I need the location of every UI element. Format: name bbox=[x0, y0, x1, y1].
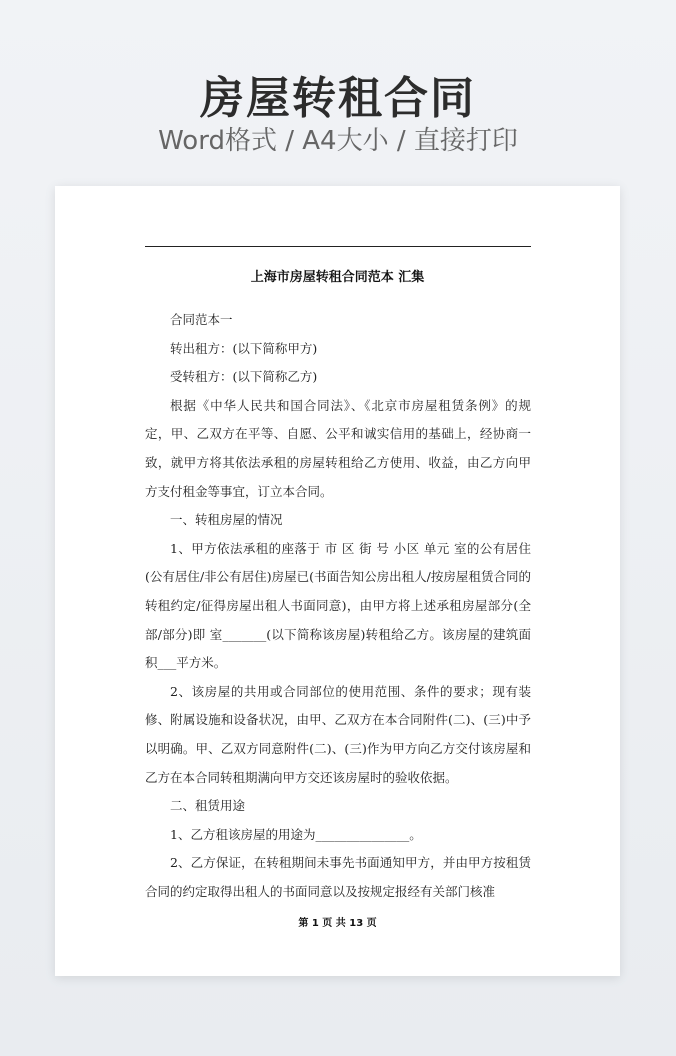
paragraph: 受转租方：(以下简称乙方) bbox=[170, 369, 318, 385]
document-page bbox=[55, 186, 620, 976]
page-number: 第 1 页 共 13 页 bbox=[298, 918, 377, 929]
paragraph: 1、甲方依法承租的座落于 市 区 街 号 小区 单元 室的公有居住(公有居住/非公有居住)房屋已(书面告知公房出租人/按房屋租赁合同的转租约定/征得房屋出租人书面同意)，由甲方将上述承租房屋部分(全部/部分)即 室_______(以下简称该房屋)转租给乙方。该房屋的建筑面积___平方米。 bbox=[145, 540, 531, 671]
paragraph: 转出租方：(以下简称甲方) bbox=[170, 340, 318, 356]
paragraph: 合同范本一 bbox=[170, 312, 233, 327]
section-heading: 二、租赁用途 bbox=[170, 798, 246, 814]
paragraph: 根据《中华人民共和国合同法》、《北京市房屋租赁条例》的规定，甲、乙双方在平等、自愿、公平和诚实信用的基础上，经协商一致，就甲方将其依法承租的房屋转租给乙方使用、收益，由乙方向甲方支付租金等事宜，订立本合同。 bbox=[145, 397, 531, 499]
paragraph: 1、乙方租该房屋的用途为_______________。 bbox=[170, 826, 422, 842]
header-rule bbox=[145, 246, 531, 247]
document-body bbox=[145, 306, 531, 906]
hero-subtitle: Word格式 / A4大小 / 直接打印 bbox=[158, 126, 518, 156]
paragraph: 2、该房屋的共用或合同部位的使用范围、条件的要求；现有装修、附属设施和设备状况，由甲、乙双方在本合同附件(二)、(三)中予以明确。甲、乙双方同意附件(二)、(三)作为甲方向乙方交付该房屋和乙方在本合同转租期满向甲方交还该房屋时的验收依据。 bbox=[145, 683, 531, 785]
document-title: 上海市房屋转租合同范本 汇集 bbox=[250, 270, 425, 285]
section-heading: 一、转租房屋的情况 bbox=[170, 512, 283, 528]
paragraph: 2、乙方保证，在转租期间未事先书面通知甲方，并由甲方按租赁合同的约定取得出租人的书面同意以及按规定报经有关部门核准 bbox=[145, 855, 531, 899]
hero-title: 房屋转租合同 bbox=[200, 73, 476, 124]
